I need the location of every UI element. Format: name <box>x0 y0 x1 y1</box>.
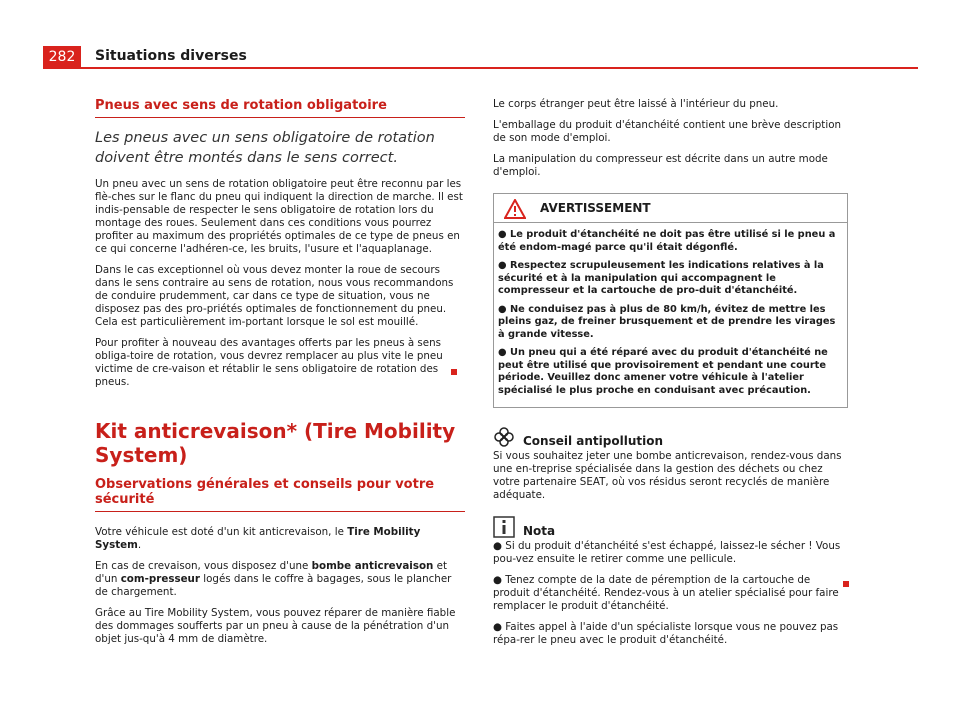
note-title: Nota <box>523 524 556 538</box>
warning-triangle-icon <box>504 199 526 219</box>
chapter-heading: Kit anticrevaison* (Tire Mobility System) <box>95 419 456 467</box>
paragraph: En cas de crevaison, vous disposez d'une bombe anticrevaison et d'un com-presseur logés dans le coffre à bagages, sous le plancher de chargement. <box>95 560 452 598</box>
left-column <box>95 98 465 654</box>
warning-item: ● Le produit d'étanchéité ne doit pas être utilisé si le pneu a été endom-magé parce qu'il était dégonflé. <box>498 229 836 253</box>
eco-heading <box>493 426 848 450</box>
warning-header <box>494 194 847 223</box>
paragraph: Un pneu avec un sens de rotation obligatoire peut être reconnu par les flè-ches sur le flanc du pneu qui indiquent la direction de marche. Il est indis-pensable de respecter le sens obligatoire de rotation lors du montage des roues. Seulement dans ces conditions vous pourrez profiter au maximum des propriétés optimales de ce type de pneus en ce qui concerne l'adhéren-ce, les bruits, l'usure et l'aquaplanage. <box>95 178 463 255</box>
note-item: ● Tenez compte de la date de péremption de la cartouche de produit d'étanchéité. Rendez-vous à un atelier spécialisé pour faire remplacer le produit d'étanchéité. <box>493 574 839 612</box>
flower-eco-icon <box>493 426 515 448</box>
warning-item: ● Ne conduisez pas à plus de 80 km/h, évitez de mettre les pleins gaz, de freiner brusquement et de prendre les virages à grande vitesse. <box>498 303 836 340</box>
paragraph: Grâce au Tire Mobility System, vous pouvez réparer de manière fiable des dommages soufferts par un pneu à cause de la pénétration d'un objet jus-qu'à 4 mm de diamètre. <box>95 607 456 645</box>
note-heading <box>493 516 848 540</box>
header-rule <box>43 67 918 69</box>
right-column <box>493 98 848 655</box>
paragraph: La manipulation du compresseur est décrite dans un autre mode d'emploi. <box>493 153 828 178</box>
section-end-marker <box>451 369 457 375</box>
eco-title: Conseil antipollution <box>523 434 664 448</box>
section-end-marker <box>843 581 849 587</box>
paragraph: L'emballage du produit d'étanchéité contient une brève description de son mode d'emploi. <box>493 119 842 144</box>
warning-title: AVERTISSEMENT <box>540 201 651 215</box>
page-number-badge: 282 <box>43 46 81 68</box>
paragraph: Votre véhicule est doté d'un kit anticrevaison, le Tire Mobility System. <box>95 526 421 551</box>
section-intro: Les pneus avec un sens obligatoire de rotation doivent être montés dans le sens correct. <box>95 130 435 166</box>
eco-text: Si vous souhaitez jeter une bombe anticrevaison, rendez-vous dans une en-treprise spécialisée dans la gestion des déchets ou chez votre partenaire SEAT, où vos résidus seront recyclés de manière adéquate. <box>493 450 842 501</box>
info-note-icon <box>493 516 515 538</box>
page-title: Situations diverses <box>95 48 247 64</box>
warning-box <box>493 193 848 408</box>
warning-item: ● Respectez scrupuleusement les indications relatives à la sécurité et à la manipulation qui accompagnent le compresseur et la cartouche de pro-duit d'étanchéité. <box>498 260 824 296</box>
paragraph: Dans le cas exceptionnel où vous devez monter la roue de secours dans le sens contraire au sens de rotation, nous vous recommandons de conduire prudemment, car dans ce type de situation, vous ne disposez pas des pro-priétés optimales de fonctionnement du pneu. Cela est particulièrement im-portant lorsque le sol est mouillé. <box>95 264 454 328</box>
section-heading-rotation: Pneus avec sens de rotation obligatoire <box>95 98 465 118</box>
note-item: ● Si du produit d'étanchéité s'est échappé, laissez-le sécher ! Vous pou-vez ensuite le retirer comme une pellicule. <box>493 540 841 565</box>
subsection-heading: Observations générales et conseils pour votre sécurité <box>95 477 465 512</box>
warning-item: ● Un pneu qui a été réparé avec du produit d'étanchéité ne peut être utilisé que provisoirement et pendant une courte période. Veuillez donc amener votre véhicule à l'atelier spécialisé le plus proche en conduisant avec précaution. <box>498 347 828 396</box>
note-item: ● Faites appel à l'aide d'un spécialiste lorsque vous ne pouvez pas répa-rer le pneu avec le produit d'étanchéité. <box>493 621 839 646</box>
paragraph: Le corps étranger peut être laissé à l'intérieur du pneu. <box>493 98 779 110</box>
paragraph: Pour profiter à nouveau des avantages offerts par les pneus à sens obliga-toire de rotation, vous devrez remplacer au plus vite le pneu victime de cre-vaison et rétablir le sens obligatoire de rotation des pneus. <box>95 337 443 388</box>
